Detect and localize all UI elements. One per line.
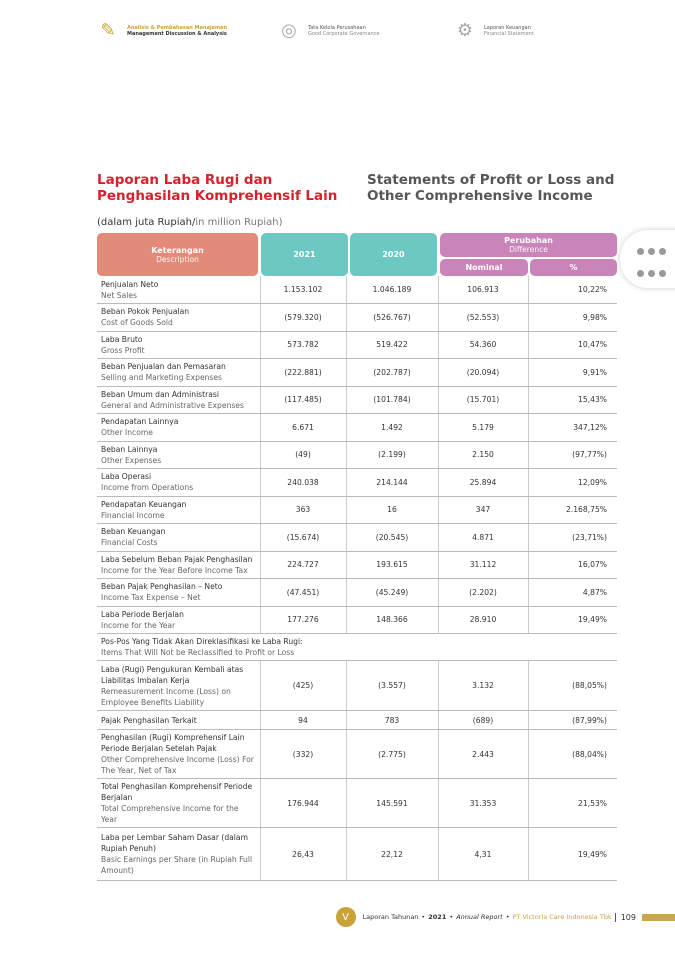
table-row <box>97 730 617 779</box>
row-label-en: Income from Operations <box>101 483 194 493</box>
table-row <box>97 414 617 442</box>
value-2020: 1.046.189 <box>346 276 438 304</box>
page-title-id: Laporan Laba Rugi dan Penghasilan Komprehensif Lain <box>97 172 338 204</box>
value-nominal: 28.910 <box>438 606 528 634</box>
row-label-id: Laba per Lembar Saham Dasar (dalam Rupiah Penuh) <box>101 833 248 853</box>
value-nominal: 54.360 <box>438 331 528 359</box>
row-label-en: Gross Profit <box>101 345 145 355</box>
value-nominal: 31.353 <box>438 779 528 828</box>
row-description <box>97 661 260 711</box>
row-label-id: Laba Periode Berjalan <box>101 609 184 619</box>
table-row <box>97 551 617 579</box>
row-description <box>97 414 260 442</box>
row-label-en: Remeasurement Income (Loss) on Employee Benefits Liability <box>101 686 231 707</box>
value-2020: 1.492 <box>346 414 438 442</box>
value-2021: (332) <box>260 730 346 779</box>
value-2020: (526.767) <box>346 304 438 332</box>
row-label-id: Beban Umum dan Administrasi <box>101 389 219 399</box>
section-label <box>97 634 617 661</box>
sep: • <box>421 913 426 921</box>
header-nominal-label: Nominal <box>465 263 503 272</box>
footer-report-en: Annual Report <box>456 913 503 921</box>
table-row <box>97 469 617 497</box>
nav-label: Laporan Keuangan <box>484 25 531 31</box>
sep: • <box>449 913 454 921</box>
value-2020: (202.787) <box>346 359 438 387</box>
header-nominal <box>440 259 528 276</box>
row-description <box>97 524 260 552</box>
table-row <box>97 606 617 634</box>
table-row <box>97 441 617 469</box>
value-2021: 240.038 <box>260 469 346 497</box>
header-desc-en: Description <box>156 254 199 264</box>
value-2020: 145.591 <box>346 779 438 828</box>
value-2021: (47.451) <box>260 579 346 607</box>
value-nominal: 4.871 <box>438 524 528 552</box>
row-label-id: Beban Keuangan <box>101 527 166 537</box>
value-2020: 22,12 <box>346 828 438 881</box>
row-description <box>97 441 260 469</box>
unit-id: (dalam juta Rupiah/ <box>97 217 196 228</box>
row-label-id: Laba Bruto <box>101 334 143 344</box>
header-2020 <box>350 233 437 276</box>
value-pct: 347,12% <box>528 414 617 442</box>
header-pct-label: % <box>569 263 578 272</box>
value-2020: (2.775) <box>346 730 438 779</box>
value-2021: 177.276 <box>260 606 346 634</box>
table-row <box>97 828 617 881</box>
row-description <box>97 331 260 359</box>
row-description <box>97 276 260 304</box>
row-label-id: Total Penghasilan Komprehensif Periode Berjalan <box>101 782 253 802</box>
header-description <box>97 233 258 276</box>
unit-note <box>97 217 282 228</box>
value-pct: (97,77%) <box>528 441 617 469</box>
row-label-id: Laba (Rugi) Pengukuran Kembali atas Liabilitas Imbalan Kerja <box>101 664 244 685</box>
footer-report-id: Laporan Tahunan <box>362 913 419 921</box>
row-label-id: Penghasilan (Rugi) Komprehensif Lain Periode Berjalan Setelah Pajak <box>101 733 245 753</box>
table-row <box>97 496 617 524</box>
header-2021-label: 2021 <box>293 250 316 259</box>
nav-gcg[interactable] <box>276 18 380 44</box>
value-pct: 2.168,75% <box>528 496 617 524</box>
value-nominal: 25.894 <box>438 469 528 497</box>
header-pct <box>530 259 617 276</box>
table-row <box>97 779 617 828</box>
table-row <box>97 331 617 359</box>
table-row <box>97 386 617 414</box>
value-2020: (3.557) <box>346 661 438 711</box>
nav-label: Analisis & Pembahasan Manajemen <box>127 25 228 31</box>
row-description <box>97 469 260 497</box>
value-pct: 21,53% <box>528 779 617 828</box>
value-nominal: 5.179 <box>438 414 528 442</box>
value-2021: 363 <box>260 496 346 524</box>
value-2021: (425) <box>260 661 346 711</box>
value-pct: 12,09% <box>528 469 617 497</box>
value-2021: (49) <box>260 441 346 469</box>
row-label-en: General and Administrative Expenses <box>101 400 244 410</box>
row-description <box>97 496 260 524</box>
row-label-id: Pendapatan Keuangan <box>101 499 187 509</box>
income-statement-table <box>97 276 617 881</box>
value-2020: (101.784) <box>346 386 438 414</box>
row-label-en: Other Expenses <box>101 455 162 465</box>
unit-en: in million Rupiah) <box>195 217 283 228</box>
table-row <box>97 276 617 304</box>
footer-company: PT Victoria Care Indonesia Tbk <box>512 913 612 921</box>
menu-button[interactable] <box>620 230 675 288</box>
value-nominal: 2.443 <box>438 730 528 779</box>
row-label-en: Income for the Year Before Income Tax <box>101 565 248 575</box>
value-pct: 9,91% <box>528 359 617 387</box>
mda-icon: ✎ <box>100 20 116 41</box>
footer <box>336 907 636 927</box>
row-label-id: Beban Pokok Penjualan <box>101 307 190 317</box>
row-description <box>97 579 260 607</box>
value-2021: 94 <box>260 711 346 730</box>
target-icon: ◎ <box>281 20 297 41</box>
page-number: 109 <box>615 913 636 922</box>
value-pct: 10,22% <box>528 276 617 304</box>
value-pct: 4,87% <box>528 579 617 607</box>
value-2021: (15.674) <box>260 524 346 552</box>
row-description <box>97 386 260 414</box>
nav-financial[interactable] <box>452 18 534 44</box>
nav-sub: Financial Statement <box>484 31 534 37</box>
row-label-id: Beban Penjualan dan Pemasaran <box>101 362 226 372</box>
value-2021: 26,43 <box>260 828 346 881</box>
row-label-en: Net Sales <box>101 290 137 300</box>
nav-label: Tata Kelola Perusahaan <box>308 25 366 31</box>
value-pct: 10,47% <box>528 331 617 359</box>
row-label-id: Penjualan Neto <box>101 279 159 289</box>
section-id: Pos-Pos Yang Tidak Akan Direklasifikasi ke Laba Rugi: <box>101 637 303 646</box>
header-difference <box>440 233 617 257</box>
value-2021: 1.153.102 <box>260 276 346 304</box>
value-nominal: (2.202) <box>438 579 528 607</box>
row-description <box>97 606 260 634</box>
value-nominal: 106.913 <box>438 276 528 304</box>
value-2021: (222.881) <box>260 359 346 387</box>
row-label-en: Other Comprehensive Income (Loss) For The Year, Net of Tax <box>101 755 254 775</box>
value-nominal: (15.701) <box>438 386 528 414</box>
value-2020: (2.199) <box>346 441 438 469</box>
value-2020: 16 <box>346 496 438 524</box>
row-label-en: Financial Costs <box>101 538 158 548</box>
row-label-en: Income for the Year <box>101 620 176 630</box>
value-pct: (88,04%) <box>528 730 617 779</box>
value-nominal: 3.132 <box>438 661 528 711</box>
value-nominal: 4,31 <box>438 828 528 881</box>
row-label-id: Beban Lainnya <box>101 444 158 454</box>
value-nominal: (20.094) <box>438 359 528 387</box>
gears-icon: ⚙ <box>456 20 474 41</box>
page-title-en: Statements of Profit or Loss and Other Comprehensive Income <box>367 172 615 204</box>
row-label-en: Selling and Marketing Expenses <box>101 373 223 383</box>
value-2021: (117.485) <box>260 386 346 414</box>
row-label-en: Total Comprehensive Income for the Year <box>101 804 239 824</box>
row-label-en: Cost of Goods Sold <box>101 318 173 328</box>
header-2021 <box>261 233 348 276</box>
value-pct: 9,98% <box>528 304 617 332</box>
value-pct: (87,99%) <box>528 711 617 730</box>
section-en: Items That Will Not be Reclassified to Profit or Loss <box>101 648 295 657</box>
header-diff-id: Perubahan <box>504 236 553 245</box>
value-pct: 19,49% <box>528 828 617 881</box>
table-row <box>97 711 617 730</box>
row-description <box>97 359 260 387</box>
row-label-en: Basic Earnings per Share (in Rupiah Full Amount) <box>101 855 253 875</box>
nav-sub: Management Discussion & Analysis <box>127 31 227 37</box>
header-2020-label: 2020 <box>382 250 405 259</box>
value-2020: 783 <box>346 711 438 730</box>
value-pct: (23,71%) <box>528 524 617 552</box>
nav-mda[interactable] <box>95 18 227 44</box>
value-2020: 148.366 <box>346 606 438 634</box>
company-logo: V <box>336 907 356 927</box>
value-2020: 193.615 <box>346 551 438 579</box>
row-label-id: Beban Pajak Penghasilan – Neto <box>101 582 223 592</box>
row-label-id: Laba Sebelum Beban Pajak Penghasilan <box>101 554 253 564</box>
row-description <box>97 711 260 730</box>
row-label-en: Financial Income <box>101 510 165 520</box>
row-description <box>97 304 260 332</box>
row-label-id: Pajak Penghasilan Terkait <box>101 715 197 725</box>
value-pct: 15,43% <box>528 386 617 414</box>
value-pct: 19,49% <box>528 606 617 634</box>
row-description <box>97 779 260 828</box>
value-2021: 6.671 <box>260 414 346 442</box>
value-nominal: 347 <box>438 496 528 524</box>
value-2021: (579.320) <box>260 304 346 332</box>
row-description <box>97 730 260 779</box>
header-desc-id: Keterangan <box>151 245 204 255</box>
value-2020: (45.249) <box>346 579 438 607</box>
value-nominal: (689) <box>438 711 528 730</box>
table-row <box>97 359 617 387</box>
value-2020: 519.422 <box>346 331 438 359</box>
value-2021: 176.944 <box>260 779 346 828</box>
row-label-id: Pendapatan Lainnya <box>101 417 179 427</box>
row-label-en: Other Income <box>101 428 153 438</box>
row-label-en: Income Tax Expense – Net <box>101 593 201 603</box>
section-row <box>97 634 617 661</box>
row-label-id: Laba Operasi <box>101 472 152 482</box>
table-row <box>97 661 617 711</box>
value-nominal: (52.553) <box>438 304 528 332</box>
value-pct: 16,07% <box>528 551 617 579</box>
table-row <box>97 304 617 332</box>
value-nominal: 31.112 <box>438 551 528 579</box>
value-2020: (20.545) <box>346 524 438 552</box>
value-2021: 573.782 <box>260 331 346 359</box>
footer-year: 2021 <box>428 913 447 921</box>
value-2020: 214.144 <box>346 469 438 497</box>
nav-sub: Good Corporate Governance <box>308 31 380 37</box>
value-pct: (88,05%) <box>528 661 617 711</box>
footer-bar <box>642 914 675 921</box>
header-diff-en: Difference <box>509 245 548 254</box>
table-row <box>97 524 617 552</box>
table-row <box>97 579 617 607</box>
value-2021: 224.727 <box>260 551 346 579</box>
row-description <box>97 551 260 579</box>
sep: • <box>505 913 510 921</box>
row-description <box>97 828 260 881</box>
value-nominal: 2.150 <box>438 441 528 469</box>
